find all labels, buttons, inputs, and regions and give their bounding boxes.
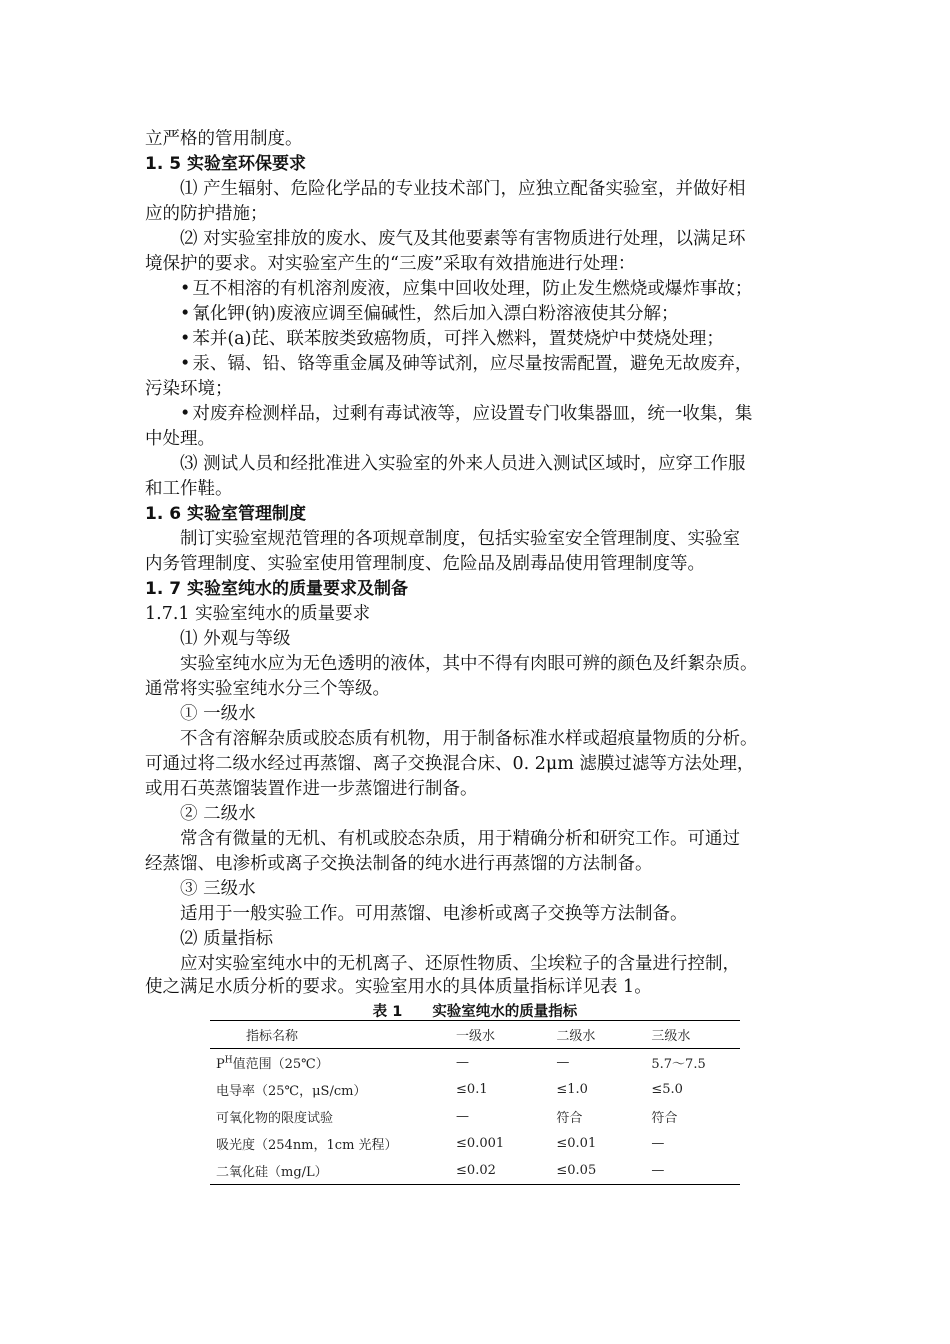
list-item: ⑵ 对实验室排放的废水、废气及其他要素等有害物质进行处理，以满足环 xyxy=(180,229,746,249)
column-header: 二级水 xyxy=(555,1021,650,1049)
table-cell: $P^H$值范围（25℃） xyxy=(216,1055,329,1072)
table-cell: — xyxy=(556,1055,570,1070)
list-item: ② 二级水 xyxy=(180,804,256,824)
table-cell: — xyxy=(651,1136,665,1151)
body-text: 污染环境； xyxy=(145,379,233,399)
column-header: 三级水 xyxy=(650,1021,740,1049)
body-text: 应的防护措施； xyxy=(145,204,268,224)
table-cell: ≤0.001 xyxy=(456,1136,505,1151)
table-cell: ≤5.0 xyxy=(651,1082,683,1097)
table-row xyxy=(210,1103,740,1130)
table-cell: — xyxy=(456,1055,470,1070)
table-cell: ≤1.0 xyxy=(556,1082,588,1097)
body-text: 适用于一般实验工作。可用蒸馏、电渗析或离子交换等方法制备。 xyxy=(180,904,688,924)
bullet-item: • 对废弃检测样品，过剩有毒试液等，应设置专门收集器皿，统一收集，集 xyxy=(180,403,850,425)
table-row xyxy=(210,1076,740,1103)
table-cell: 吸光度（254nm，1cm 光程） xyxy=(216,1138,398,1153)
body-text: 或用石英蒸馏装置作进一步蒸馏进行制备。 xyxy=(145,779,478,799)
table-cell: ≤0.02 xyxy=(456,1163,496,1178)
body-text: 制订实验室规范管理的各项规章制度，包括实验室安全管理制度、实验室 xyxy=(180,529,740,549)
body-text: 境保护的要求。对实验室产生的“三废”采取有效措施进行处理： xyxy=(145,254,636,274)
list-item: ③ 三级水 xyxy=(180,879,256,899)
body-text: 常含有微量的无机、有机或胶态杂质，用于精确分析和研究工作。可通过 xyxy=(180,829,740,849)
body-text: 经蒸馏、电渗析或离子交换法制备的纯水进行再蒸馏的方法制备。 xyxy=(145,854,653,874)
body-text: 可通过将二级水经过再蒸馏、离子交换混合床、0. 2μm 滤膜过滤等方法处理， xyxy=(145,754,755,774)
table-caption-label: 表 1 xyxy=(372,1004,403,1020)
body-text: 使之满足水质分析的要求。实验室用水的具体质量指标详见表 1。 xyxy=(145,977,652,997)
table-cell: 可氧化物的限度试验 xyxy=(216,1111,334,1126)
table-row xyxy=(210,1130,740,1157)
quality-table xyxy=(210,1020,740,1185)
body-text: 应对实验室纯水中的无机离子、还原性物质、尘埃粒子的含量进行控制， xyxy=(180,954,740,974)
table-cell: — xyxy=(456,1109,470,1124)
table-cell: 二氧化硅（mg/L） xyxy=(216,1165,328,1180)
table-header-row xyxy=(210,1021,740,1049)
table-caption-title: 实验室纯水的质量指标 xyxy=(432,1004,578,1020)
table-caption xyxy=(210,1000,740,1021)
section-heading: 1. 6 实验室管理制度 xyxy=(145,504,306,524)
body-text: 内务管理制度、实验室使用管理制度、危险品及剧毒品使用管理制度等。 xyxy=(145,554,705,574)
bullet-item: • 互不相溶的有机溶剂废液，应集中回收处理，防止发生燃烧或爆炸事故； xyxy=(180,278,850,300)
body-text: 和工作鞋。 xyxy=(145,479,233,499)
table-row xyxy=(210,1157,740,1185)
body-text: 不含有溶解杂质或胶态质有机物，用于制备标准水样或超痕量物质的分析。 xyxy=(180,729,758,749)
column-header: 一级水 xyxy=(455,1021,555,1049)
bullet-item: • 氰化钾(钠)废液应调至偏碱性，然后加入漂白粉溶液使其分解； xyxy=(180,303,850,325)
list-item: ⑶ 测试人员和经批准进入实验室的外来人员进入测试区域时，应穿工作服 xyxy=(180,454,746,474)
table-cell: 符合 xyxy=(556,1111,583,1126)
column-header: 指标名称 xyxy=(210,1021,455,1049)
table-cell: ≤0.1 xyxy=(456,1082,488,1097)
bullet-item: • 汞、镉、铅、铬等重金属及砷等试剂，应尽量按需配置，避免无故废弃， xyxy=(180,353,850,375)
table-cell: 电导率（25℃，μS/cm） xyxy=(216,1084,367,1099)
table-cell: ≤0.01 xyxy=(556,1136,597,1151)
subsection-heading: 1.7.1 实验室纯水的质量要求 xyxy=(145,604,371,624)
body-text: 立严格的管用制度。 xyxy=(145,129,303,149)
table-cell: 符合 xyxy=(651,1111,678,1126)
table-cell: 5.7～7.5 xyxy=(651,1057,706,1072)
bullet-item: • 苯并(a)芘、联苯胺类致癌物质，可拌入燃料，置焚烧炉中焚烧处理； xyxy=(180,328,850,350)
body-text: 实验室纯水应为无色透明的液体，其中不得有肉眼可辨的颜色及纤絮杂质。 xyxy=(180,654,758,674)
list-item: ⑴ 外观与等级 xyxy=(180,629,291,649)
table-cell: — xyxy=(651,1163,665,1178)
section-heading: 1. 5 实验室环保要求 xyxy=(145,154,306,174)
list-item: ⑵ 质量指标 xyxy=(180,929,274,949)
section-heading: 1. 7 实验室纯水的质量要求及制备 xyxy=(145,579,408,599)
list-item: ① 一级水 xyxy=(180,704,256,724)
list-item: ⑴ 产生辐射、危险化学品的专业技术部门，应独立配备实验室，并做好相 xyxy=(180,179,746,199)
table-cell: ≤0.05 xyxy=(556,1163,597,1178)
table-row xyxy=(210,1049,740,1077)
body-text: 通常将实验室纯水分三个等级。 xyxy=(145,679,390,699)
body-text: 中处理。 xyxy=(145,429,215,449)
